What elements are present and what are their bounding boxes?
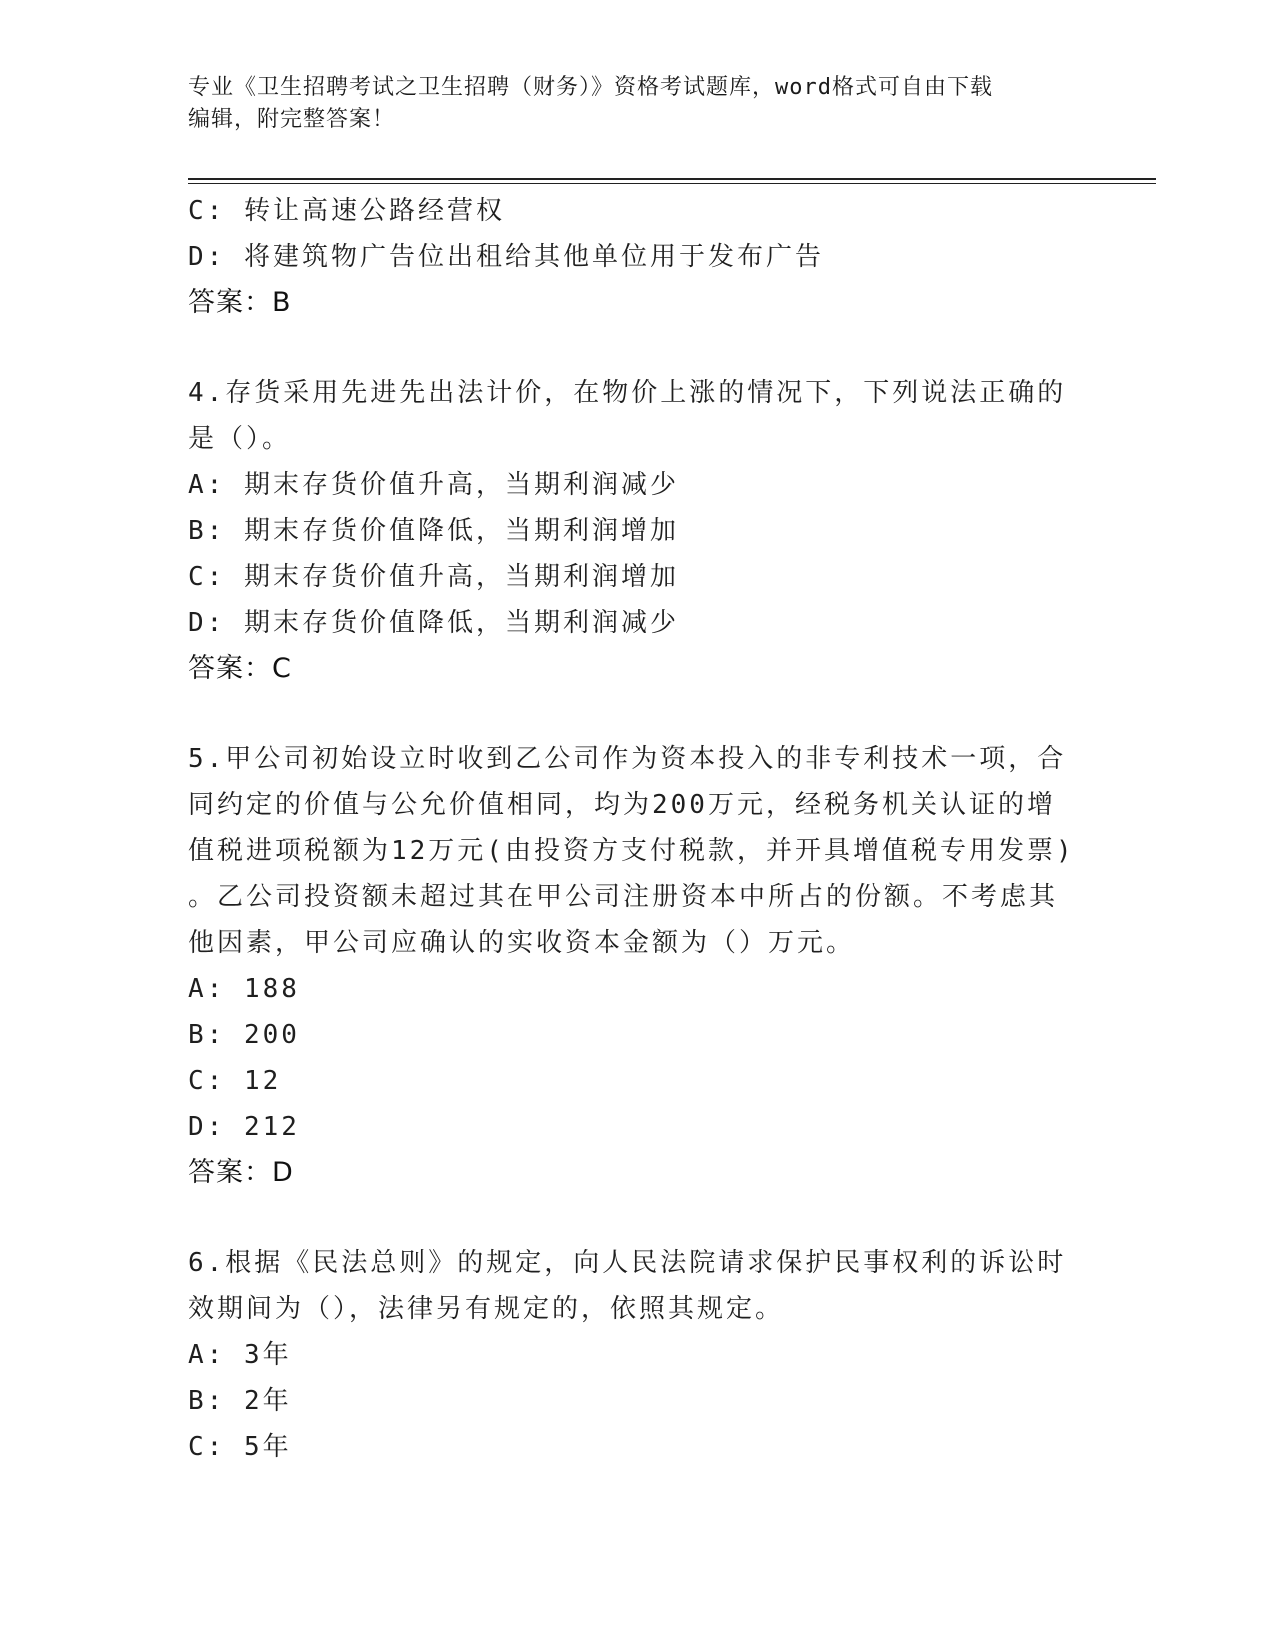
question-3-tail <box>188 188 1088 326</box>
option-label: C: <box>188 196 226 226</box>
question-5 <box>188 736 1088 1196</box>
option-text: 5年 <box>243 1432 292 1462</box>
option-label: C: <box>188 1066 226 1096</box>
option-line <box>188 1332 1088 1378</box>
option-line <box>188 1058 1088 1104</box>
option-line <box>188 462 1088 508</box>
question-stem-line: 。乙公司投资额未超过其在甲公司注册资本中所占的份额。不考虑其 <box>188 882 1059 912</box>
option-text: 188 <box>243 974 300 1004</box>
option-line <box>188 966 1088 1012</box>
option-line <box>188 234 1088 280</box>
option-text: 3年 <box>243 1340 292 1370</box>
option-text: 转让高速公路经营权 <box>243 196 505 226</box>
option-label: B: <box>188 1386 226 1416</box>
option-line <box>188 1378 1088 1424</box>
option-text: 期末存货价值降低，当期利润减少 <box>243 608 679 638</box>
option-label: B: <box>188 1020 226 1050</box>
option-line <box>188 600 1088 646</box>
option-line <box>188 188 1088 234</box>
question-stem-line: 6.根据《民法总则》的规定，向人民法院请求保护民事权利的诉讼时 <box>188 1248 1067 1278</box>
option-label: D: <box>188 608 226 638</box>
option-line <box>188 1012 1088 1058</box>
option-label: A: <box>188 974 226 1004</box>
question-stem-line: 5.甲公司初始设立时收到乙公司作为资本投入的非专利技术一项，合 <box>188 744 1067 774</box>
option-label: A: <box>188 1340 226 1370</box>
option-text: 200 <box>243 1020 300 1050</box>
header-line-2: 编辑，附完整答案！ <box>188 107 396 132</box>
option-line <box>188 554 1088 600</box>
option-label: D: <box>188 242 226 272</box>
option-text: 212 <box>243 1112 300 1142</box>
question-stem-line: 是（）。 <box>188 424 292 454</box>
option-text: 2年 <box>243 1386 292 1416</box>
option-text: 12 <box>243 1066 282 1096</box>
question-6 <box>188 1240 1088 1470</box>
option-line <box>188 508 1088 554</box>
header-divider-thin <box>188 183 1156 184</box>
question-content <box>188 188 1088 1470</box>
option-line <box>188 1104 1088 1150</box>
option-label: A: <box>188 470 226 500</box>
question-stem-line: 他因素，甲公司应确认的实收资本金额为（）万元。 <box>188 928 856 958</box>
option-text: 期末存货价值降低，当期利润增加 <box>243 516 679 546</box>
answer-line: 答案：C <box>188 653 292 684</box>
header-divider-thick <box>188 178 1156 180</box>
option-label: D: <box>188 1112 226 1142</box>
document-header <box>188 72 1088 136</box>
answer-line: 答案：D <box>188 1157 294 1188</box>
option-line <box>188 1424 1088 1470</box>
option-label: C: <box>188 562 226 592</box>
option-text: 期末存货价值升高，当期利润增加 <box>243 562 679 592</box>
question-4 <box>188 370 1088 692</box>
question-stem-line: 4.存货采用先进先出法计价，在物价上涨的情况下，下列说法正确的 <box>188 378 1067 408</box>
option-label: B: <box>188 516 226 546</box>
question-stem-line: 同约定的价值与公允价值相同，均为200万元，经税务机关认证的增 <box>188 790 1056 820</box>
option-text: 将建筑物广告位出租给其他单位用于发布广告 <box>243 242 824 272</box>
header-line-1: 专业《卫生招聘考试之卫生招聘（财务）》资格考试题库，word格式可自由下载 <box>188 75 993 100</box>
question-stem-line: 效期间为（），法律另有规定的，依照其规定。 <box>188 1294 785 1324</box>
question-stem-line: 值税进项税额为12万元(由投资方支付税款，并开具增值税专用发票) <box>188 836 1075 866</box>
answer-line: 答案：B <box>188 287 292 318</box>
option-text: 期末存货价值升高，当期利润减少 <box>243 470 679 500</box>
option-label: C: <box>188 1432 226 1462</box>
